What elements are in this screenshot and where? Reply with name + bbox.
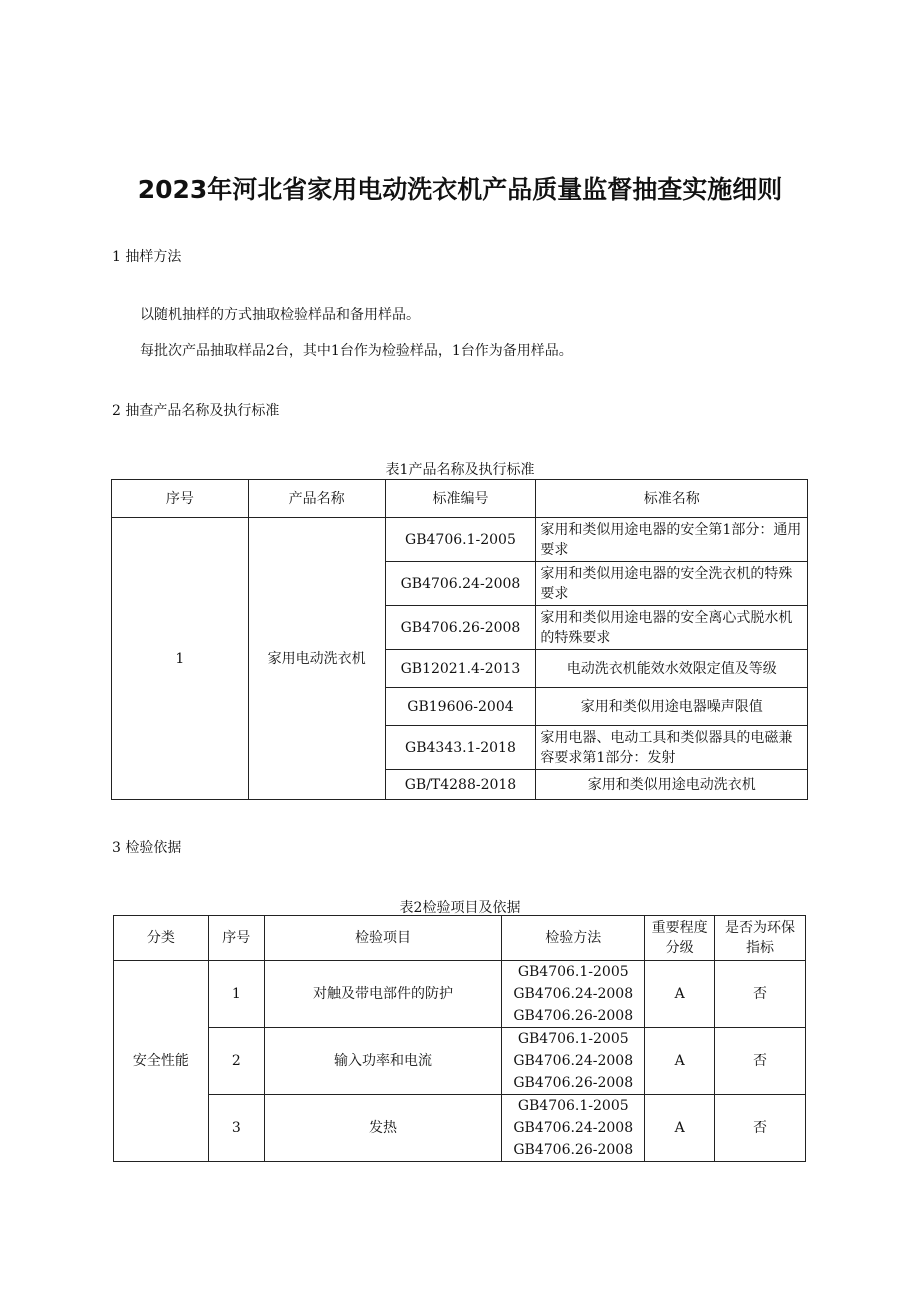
table-row bbox=[114, 1095, 806, 1162]
standard-name-cell: 家用和类似用途电器的安全第1部分：通用要求 bbox=[536, 518, 808, 562]
method-line: GB4706.1-2005 bbox=[517, 1031, 629, 1047]
method-line: GB4706.26-2008 bbox=[513, 1142, 634, 1158]
standard-name-cell: 家用电器、电动工具和类似器具的电磁兼容要求第1部分：发射 bbox=[536, 726, 808, 770]
table-1-header-seq: 序号 bbox=[112, 480, 249, 518]
table-2-header-method: 检验方法 bbox=[502, 916, 645, 961]
eco-cell: 否 bbox=[715, 1028, 806, 1095]
item-name-cell: 对触及带电部件的防护 bbox=[264, 961, 502, 1028]
grade-cell: A bbox=[645, 1095, 715, 1162]
section-1-paragraph-2: 每批次产品抽取样品2台，其中1台作为检验样品，1台作为备用样品。 bbox=[140, 343, 573, 359]
method-line: GB4706.1-2005 bbox=[517, 1098, 629, 1114]
standard-name-cell: 家用和类似用途电器噪声限值 bbox=[536, 688, 808, 726]
item-seq-cell: 1 bbox=[208, 961, 264, 1028]
method-line: GB4706.26-2008 bbox=[513, 1075, 634, 1091]
method-line: GB4706.26-2008 bbox=[513, 1008, 634, 1024]
method-line: GB4706.24-2008 bbox=[513, 1120, 634, 1136]
section-1-paragraph-1: 以随机抽样的方式抽取检验样品和备用样品。 bbox=[140, 307, 420, 323]
table-1-product-cell: 家用电动洗衣机 bbox=[248, 518, 385, 800]
standard-code-cell: GB12021.4-2013 bbox=[385, 650, 536, 688]
table-1-header-row bbox=[112, 480, 808, 518]
item-seq-cell: 2 bbox=[208, 1028, 264, 1095]
method-line: GB4706.24-2008 bbox=[513, 986, 634, 1002]
grade-cell: A bbox=[645, 961, 715, 1028]
table-2-header-grade: 重要程度分级 bbox=[645, 916, 715, 961]
method-line: GB4706.24-2008 bbox=[513, 1053, 634, 1069]
table-1-header-name: 标准名称 bbox=[536, 480, 808, 518]
standard-code-cell: GB/T4288-2018 bbox=[385, 770, 536, 800]
table-2 bbox=[113, 915, 806, 1162]
standard-code-cell: GB4706.1-2005 bbox=[385, 518, 536, 562]
standard-code-cell: GB4343.1-2018 bbox=[385, 726, 536, 770]
item-name-cell: 输入功率和电流 bbox=[264, 1028, 502, 1095]
method-line: GB4706.1-2005 bbox=[517, 964, 629, 980]
standard-name-cell: 家用和类似用途电器的安全洗衣机的特殊要求 bbox=[536, 562, 808, 606]
table-1-seq-cell: 1 bbox=[112, 518, 249, 800]
method-cell bbox=[502, 961, 645, 1028]
eco-cell: 否 bbox=[715, 1095, 806, 1162]
table-row bbox=[114, 1028, 806, 1095]
table-2-header-item: 检验项目 bbox=[264, 916, 502, 961]
standard-code-cell: GB19606-2004 bbox=[385, 688, 536, 726]
section-1-heading: 1 抽样方法 bbox=[112, 249, 182, 265]
table-2-category-cell: 安全性能 bbox=[114, 961, 209, 1162]
item-seq-cell: 3 bbox=[208, 1095, 264, 1162]
table-2-header-seq: 序号 bbox=[208, 916, 264, 961]
table-2-header-row bbox=[114, 916, 806, 961]
table-1 bbox=[111, 479, 808, 800]
table-2-header-eco: 是否为环保指标 bbox=[715, 916, 806, 961]
table-2-header-category: 分类 bbox=[114, 916, 209, 961]
grade-cell: A bbox=[645, 1028, 715, 1095]
standard-code-cell: GB4706.26-2008 bbox=[385, 606, 536, 650]
method-cell bbox=[502, 1095, 645, 1162]
section-2-heading: 2 抽查产品名称及执行标准 bbox=[112, 403, 280, 419]
method-cell bbox=[502, 1028, 645, 1095]
section-3-heading: 3 检验依据 bbox=[112, 840, 182, 856]
table-1-header-product: 产品名称 bbox=[248, 480, 385, 518]
table-1-caption: 表1产品名称及执行标准 bbox=[385, 462, 535, 478]
standard-name-cell: 家用和类似用途电动洗衣机 bbox=[536, 770, 808, 800]
standard-name-cell: 家用和类似用途电器的安全离心式脱水机的特殊要求 bbox=[536, 606, 808, 650]
standard-code-cell: GB4706.24-2008 bbox=[385, 562, 536, 606]
table-1-header-code: 标准编号 bbox=[385, 480, 536, 518]
item-name-cell: 发热 bbox=[264, 1095, 502, 1162]
table-row bbox=[112, 518, 808, 562]
table-2-caption: 表2检验项目及依据 bbox=[399, 900, 521, 916]
standard-name-cell: 电动洗衣机能效水效限定值及等级 bbox=[536, 650, 808, 688]
document-title: 2023年河北省家用电动洗衣机产品质量监督抽查实施细则 bbox=[137, 175, 783, 204]
table-row bbox=[114, 961, 806, 1028]
eco-cell: 否 bbox=[715, 961, 806, 1028]
